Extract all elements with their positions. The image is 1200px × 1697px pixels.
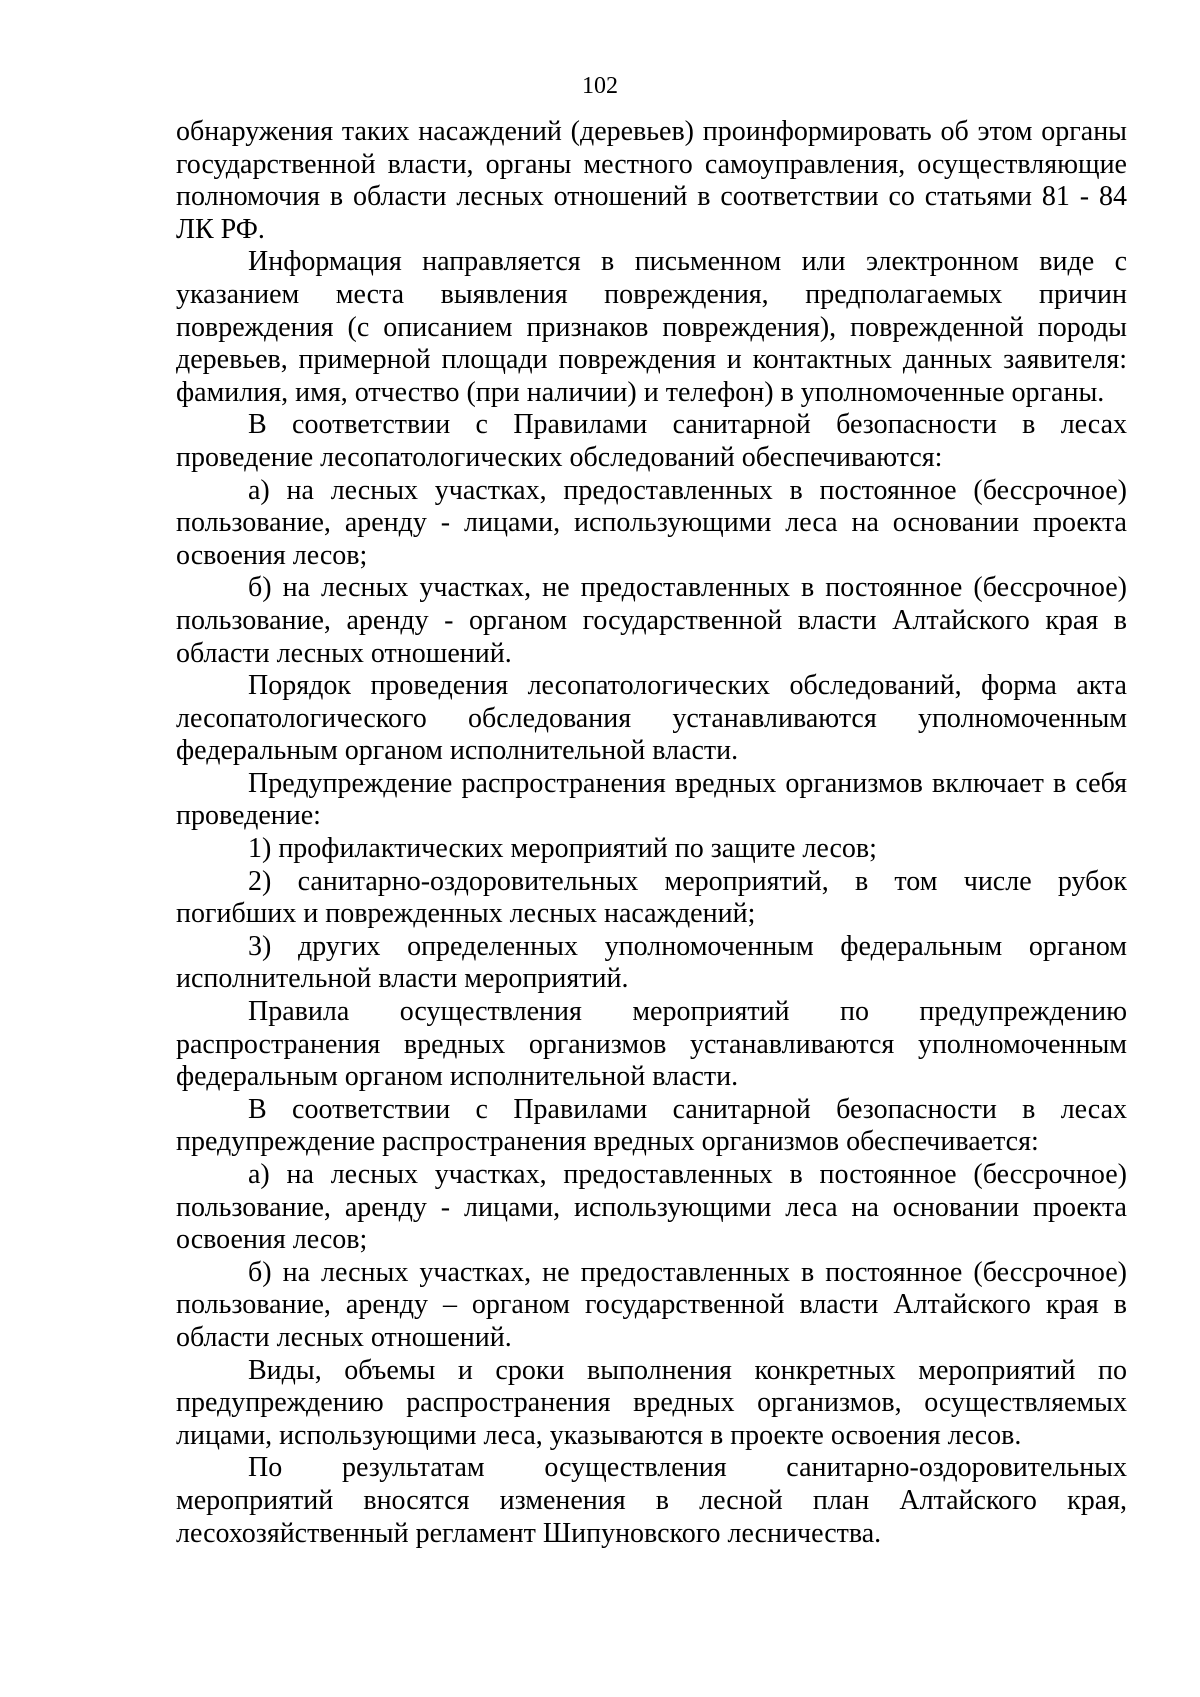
paragraph: Информация направляется в письменном или электронном виде с указанием места выявления повреждения, предполагаемых причин повреждения (с описанием признаков повреждения), поврежденной породы деревьев, примерной площади повреждения и контактных данных заявителя: фамилия, имя, отчество (при наличии) и телефон) в уполномоченные органы. xyxy=(176,246,1127,408)
list-item: б) на лесных участках, не предоставленных в постоянное (бессрочное) пользование, аренду - органом государственной власти Алтайского края в области лесных отношений. xyxy=(176,572,1127,669)
list-item: 2) санитарно-оздоровительных мероприятий, в том числе рубок погибших и поврежденных лесных насаждений; xyxy=(176,865,1127,930)
paragraph: Порядок проведения лесопатологических обследований, форма акта лесопатологического обследования устанавливаются уполномоченным федеральным органом исполнительной власти. xyxy=(176,670,1127,767)
paragraph: Правила осуществления мероприятий по предупреждению распространения вредных организмов устанавливаются уполномоченным федеральным органом исполнительной власти. xyxy=(176,996,1127,1093)
paragraph: В соответствии с Правилами санитарной безопасности в лесах проведение лесопатологических обследований обеспечиваются: xyxy=(176,409,1127,473)
list-item: 1) профилактических мероприятий по защите лесов; xyxy=(248,833,877,865)
paragraph: По результатам осуществления санитарно-оздоровительных мероприятий вносятся изменения в лесной план Алтайского края, лесохозяйственный регламент Шипуновского лесничества. xyxy=(176,1452,1127,1549)
paragraph: В соответствии с Правилами санитарной безопасности в лесах предупреждение распространения вредных организмов обеспечивается: xyxy=(176,1093,1127,1158)
paragraph: Предупреждение распространения вредных организмов включает в себя проведение: xyxy=(176,767,1127,832)
list-item: а) на лесных участках, предоставленных в постоянное (бессрочное) пользование, аренду - лицами, использующими леса на основании проекта освоения лесов; xyxy=(176,474,1127,571)
list-item: а) на лесных участках, предоставленных в постоянное (бессрочное) пользование, аренду - лицами, использующими леса на основании проекта освоения лесов; xyxy=(176,1159,1127,1256)
paragraph: обнаружения таких насаждений (деревьев) проинформировать об этом органы государственной власти, органы местного самоуправления, осуществляющие полномочия в области лесных отношений в соответствии со статьями 81 - 84 ЛК РФ. xyxy=(176,116,1127,245)
document-body xyxy=(176,116,1127,1550)
page-number: 102 xyxy=(582,73,618,99)
paragraph: Виды, объемы и сроки выполнения конкретных мероприятий по предупреждению распространения вредных организмов, осуществляемых лицами, использующими леса, указываются в проекте освоения лесов. xyxy=(176,1354,1127,1451)
list-item: 3) других определенных уполномоченным федеральным органом исполнительной власти мероприятий. xyxy=(176,930,1127,995)
list-item: б) на лесных участках, не предоставленных в постоянное (бессрочное) пользование, аренду – органом государственной власти Алтайского края в области лесных отношений. xyxy=(176,1256,1127,1353)
